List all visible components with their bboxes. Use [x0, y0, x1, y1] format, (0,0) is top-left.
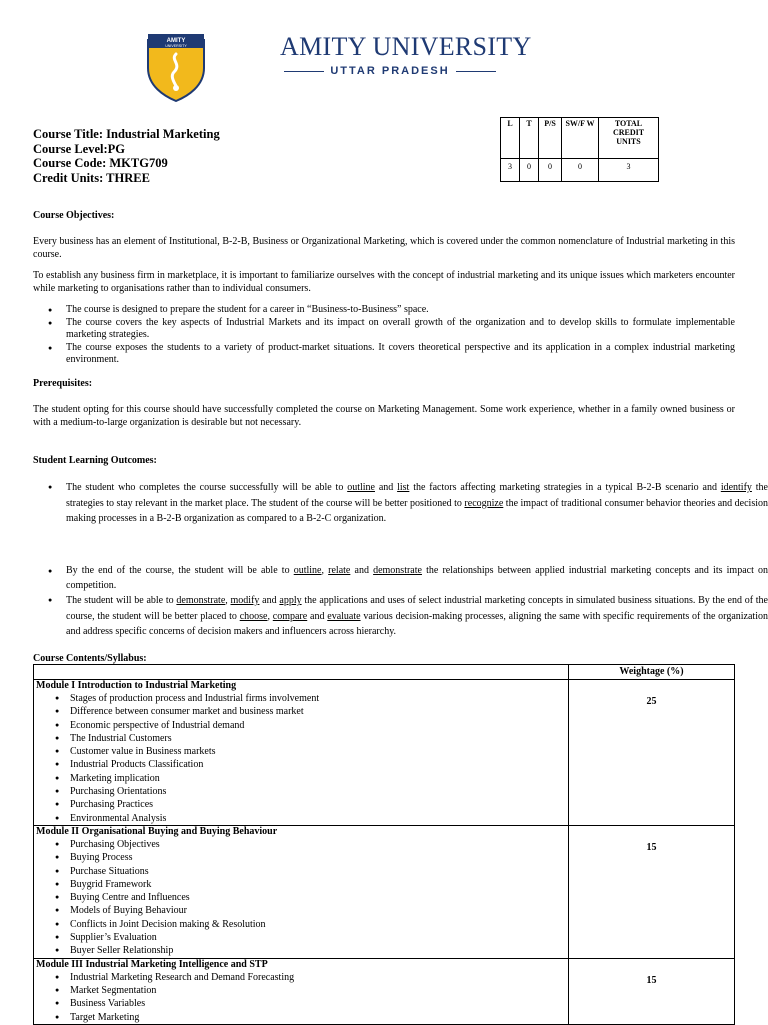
topic-item: ● The Industrial Customers [70, 732, 568, 745]
objectives-heading: Course Objectives: [33, 210, 115, 221]
module-topics [34, 838, 568, 958]
course-title: Course Title: Industrial Marketing [33, 127, 220, 141]
credit-header-total: TOTAL CREDIT UNITS [599, 118, 659, 159]
module-topics [34, 971, 568, 1024]
topic-item: ● Conflicts in Joint Decision making & Resolution [70, 918, 568, 931]
topic-item: ● Economic perspective of Industrial demand [70, 719, 568, 732]
objectives-list [33, 304, 735, 367]
module-cell [34, 958, 569, 1024]
credit-header-l: L [501, 118, 520, 159]
topic-item: ● Buying Process [70, 851, 568, 864]
objective-item: ● The course is designed to prepare the student for a career in “Business-to-Business” space. [66, 304, 735, 317]
module-title: Module III Industrial Marketing Intelligence and STP [36, 958, 268, 970]
outcomes-list-1 [33, 480, 768, 527]
topic-item: ● Purchasing Practices [70, 798, 568, 811]
credit-header-swfw: SW/F W [562, 118, 599, 159]
course-code: Course Code: MKTG709 [33, 156, 168, 170]
credit-value-total: 3 [599, 159, 659, 182]
outcome-item: ● By the end of the course, the student will be able to outline, relate and demonstrate the relationships between applied industrial marketing concepts and its impact on competition. [66, 564, 768, 593]
svg-text:AMITY: AMITY [166, 38, 186, 44]
topic-item: ● Target Marketing [70, 1011, 568, 1024]
credit-units: Credit Units: THREE [33, 170, 150, 185]
prerequisites-heading: Prerequisites: [33, 378, 93, 389]
topic-item: ● Buygrid Framework [70, 878, 568, 891]
weightage-header: Weightage (%) [569, 665, 735, 680]
credit-header-ps: P/S [539, 118, 562, 159]
topic-item: ● Purchasing Objectives [70, 838, 568, 851]
credit-value-swfw: 0 [562, 159, 599, 182]
topic-item: ● Buying Centre and Influences [70, 891, 568, 904]
amity-logo [144, 30, 208, 102]
topic-item: ● Business Variables [70, 997, 568, 1010]
divider-left [284, 71, 324, 72]
university-name: AMITY UNIVERSITY [280, 32, 532, 61]
topic-item: ● Models of Buying Behaviour [70, 904, 568, 917]
module-cell [34, 680, 569, 826]
objectives-para-1: Every business has an element of Institutional, B-2-B, Business or Organizational Marketing, which is covered under the common nomenclature of Industrial marketing in this course. [33, 236, 735, 260]
credit-header-t: T [520, 118, 539, 159]
divider-right [456, 71, 496, 72]
syllabus-heading: Course Contents/Syllabus: [33, 653, 147, 664]
topic-item: ● Purchase Situations [70, 865, 568, 878]
module-cell [34, 825, 569, 958]
objective-item: ● The course exposes the students to a variety of product-market situations. It covers theoretical perspective and its application in a complex industrial marketing environment. [66, 342, 735, 367]
prerequisites-text: The student opting for this course should have successfully completed the course on Marketing Management. Some work experience, whether in a family owned business or with a medium-to-large organization is desirable but not necessary. [33, 404, 735, 428]
topic-item: ● Industrial Products Classification [70, 758, 568, 771]
outcomes-list-2 [33, 564, 768, 640]
topic-item: ● Market Segmentation [70, 984, 568, 997]
topic-item: ● Purchasing Orientations [70, 785, 568, 798]
course-info [33, 127, 220, 185]
outcome-item: ● The student will be able to demonstrate, modify and apply the applications and uses of select industrial marketing concepts in simulated business situations. By the end of the course, the student will be better placed to choose, compare and evaluate various decision-making processes, aligning the same with specific requirements of the organization and address specific concerns of decision makers and influencers across hierarchy. [66, 593, 768, 640]
topic-item: ● Stages of production process and Industrial firms involvement [70, 692, 568, 705]
credit-value-l: 3 [501, 159, 520, 182]
topic-item: ● Difference between consumer market and business market [70, 705, 568, 718]
syllabus-table [33, 664, 735, 1025]
module-weight: 15 [569, 825, 735, 958]
svg-text:UNIVERSITY: UNIVERSITY [165, 44, 187, 48]
topic-item: ● Industrial Marketing Research and Demand Forecasting [70, 971, 568, 984]
credit-value-t: 0 [520, 159, 539, 182]
topic-item: ● Customer value in Business markets [70, 745, 568, 758]
module-title: Module II Organisational Buying and Buying Behaviour [36, 825, 278, 837]
topic-item: ● Buyer Seller Relationship [70, 944, 568, 957]
topic-item: ● Marketing implication [70, 772, 568, 785]
syllabus-header-blank [34, 665, 569, 680]
module-weight: 15 [569, 958, 735, 1024]
credit-table [500, 117, 659, 182]
objectives-para-2: To establish any business firm in marketplace, it is important to familiarize ourselves with the concept of industrial marketing and its unique issues which marketers encounter while marketing to organisations rather than to individual consumers. [33, 270, 735, 294]
outcome-item: ● The student who completes the course successfully will be able to outline and list the factors affecting marketing strategies in a typical B-2-B scenario and identify the strategies to stay relevant in the market place. The student of the course will be better positioned to recognize the impact of traditional consumer behavior theories and decision making processes in a B-2-B organization as compared to a B-2-C organization. [66, 480, 768, 527]
course-level: Course Level:PG [33, 141, 125, 156]
module-weight: 25 [569, 680, 735, 826]
module-topics [34, 692, 568, 825]
module-title: Module I Introduction to Industrial Marketing [36, 680, 237, 691]
topic-item: ● Supplier’s Evaluation [70, 931, 568, 944]
topic-item: ● Environmental Analysis [70, 812, 568, 825]
campus-line [284, 65, 496, 77]
campus-name: UTTAR PRADESH [330, 65, 450, 77]
objective-item: ● The course covers the key aspects of Industrial Markets and its impact on overall growth of the organization and to develop skills to formulate implementable marketing strategies. [66, 317, 735, 342]
credit-value-ps: 0 [539, 159, 562, 182]
outcomes-heading: Student Learning Outcomes: [33, 455, 157, 466]
